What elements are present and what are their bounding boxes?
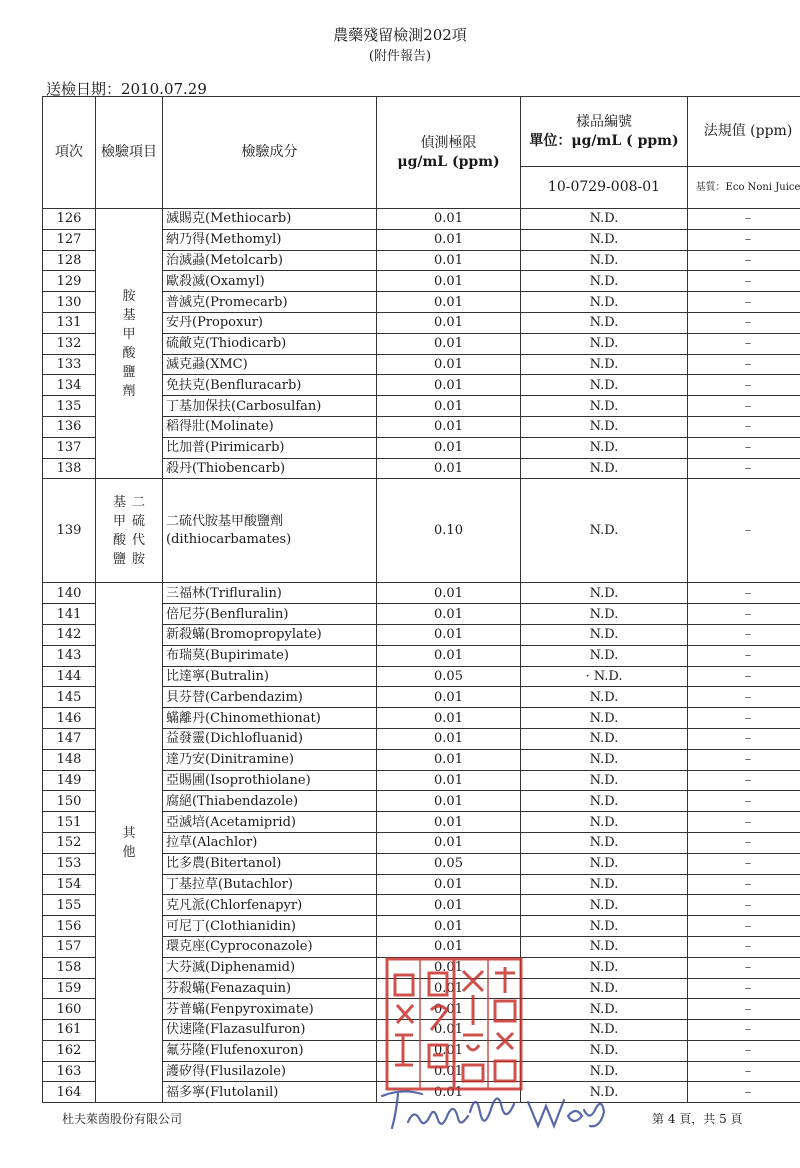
table-row [43, 583, 800, 604]
detection-limit: 0.01 [377, 832, 521, 853]
category-dithiocarbamate [96, 479, 163, 583]
regulation-value: – [688, 749, 800, 770]
category-char: 酸 [122, 345, 136, 361]
detection-limit: 0.01 [377, 312, 521, 333]
detection-limit: 0.01 [377, 416, 521, 437]
item-no: 153 [43, 853, 96, 874]
regulation-value: – [688, 874, 800, 895]
header-regulation: 法規值 (ppm) [688, 97, 800, 167]
document-subtitle: (附件報告) [368, 49, 432, 64]
component-name: 三福林(Trifluralin) [163, 583, 377, 604]
result-value: N.D. [521, 458, 688, 479]
result-value: N.D. [521, 250, 688, 271]
component-name: 滅賜克(Methiocarb) [163, 209, 377, 230]
result-value: N.D. [521, 437, 688, 458]
regulation-value: – [688, 292, 800, 313]
detection-limit: 0.01 [377, 708, 521, 729]
result-value: N.D. [521, 333, 688, 354]
regulation-value: – [688, 458, 800, 479]
component-name: 免扶克(Benfluracarb) [163, 375, 377, 396]
category-char: 劑 [122, 383, 136, 399]
detection-limit: 0.01 [377, 916, 521, 937]
regulation-value: – [688, 1040, 800, 1061]
detection-limit: 0.01 [377, 229, 521, 250]
component-name: 治滅蝨(Metolcarb) [163, 250, 377, 271]
component-name: 福多寧(Flutolanil) [163, 1082, 377, 1103]
detection-limit: 0.01 [377, 292, 521, 313]
detection-limit: 0.01 [377, 458, 521, 479]
regulation-value: – [688, 229, 800, 250]
detection-limit: 0.01 [377, 583, 521, 604]
item-no: 140 [43, 583, 96, 604]
detection-limit: 0.01 [377, 770, 521, 791]
result-value: N.D. [521, 312, 688, 333]
component-name: 比達寧(Butralin) [163, 666, 377, 687]
component-name: 比加普(Pirimicarb) [163, 437, 377, 458]
detection-limit: 0.01 [377, 645, 521, 666]
table-row [43, 209, 800, 230]
detection-limit: 0.01 [377, 791, 521, 812]
item-no: 151 [43, 812, 96, 833]
regulation-value: – [688, 354, 800, 375]
result-value: N.D. [521, 479, 688, 583]
component-name: 歐殺滅(Oxamyl) [163, 271, 377, 292]
detection-limit: 0.01 [377, 209, 521, 230]
regulation-value: – [688, 583, 800, 604]
item-no: 126 [43, 209, 96, 230]
category-char: 酸 [112, 532, 126, 548]
send-date: 送檢日期：2010.07.29 [46, 80, 207, 98]
item-no: 164 [43, 1082, 96, 1103]
table-row [43, 479, 800, 583]
header-sample-no [521, 97, 688, 167]
regulation-value: – [688, 791, 800, 812]
regulation-value: – [688, 416, 800, 437]
item-no: 158 [43, 957, 96, 978]
component-name: 稻得壯(Molinate) [163, 416, 377, 437]
regulation-value: – [688, 687, 800, 708]
item-no: 159 [43, 978, 96, 999]
regulation-value: – [688, 853, 800, 874]
regulation-value: – [688, 812, 800, 833]
sample-id: 10-0729-008-01 [521, 167, 688, 209]
item-no: 155 [43, 895, 96, 916]
result-value: N.D. [521, 770, 688, 791]
item-no: 149 [43, 770, 96, 791]
item-no: 161 [43, 1020, 96, 1041]
result-value: N.D. [521, 957, 688, 978]
detection-limit: 0.01 [377, 1061, 521, 1082]
regulation-value: – [688, 1082, 800, 1103]
result-value: N.D. [521, 1061, 688, 1082]
result-value: N.D. [521, 853, 688, 874]
footer-page-number: 第 4 頁，共 5 頁 [652, 1112, 743, 1126]
component-name: 倍尼芬(Benfluralin) [163, 604, 377, 625]
component-name: 丁基加保扶(Carbosulfan) [163, 396, 377, 417]
component-name: 納乃得(Methomyl) [163, 229, 377, 250]
detection-limit: 0.01 [377, 895, 521, 916]
component-name: 芬普蟎(Fenpyroximate) [163, 999, 377, 1020]
result-value: N.D. [521, 1082, 688, 1103]
sample-no-unit: 單位：μg/mL ( ppm) [529, 132, 679, 149]
detection-limit: 0.10 [377, 479, 521, 583]
category-char: 甲 [112, 513, 126, 529]
item-no: 136 [43, 416, 96, 437]
regulation-value: – [688, 895, 800, 916]
regulation-value: – [688, 708, 800, 729]
header-detection-limit [377, 97, 521, 209]
component-name: 殺丹(Thiobencarb) [163, 458, 377, 479]
item-no: 154 [43, 874, 96, 895]
detection-limit: 0.01 [377, 333, 521, 354]
detection-limit: 0.01 [377, 936, 521, 957]
item-no: 145 [43, 687, 96, 708]
item-no: 137 [43, 437, 96, 458]
regulation-value: – [688, 1061, 800, 1082]
component-name: 亞賜圃(Isoprothiolane) [163, 770, 377, 791]
item-no: 141 [43, 604, 96, 625]
header-item-no: 項次 [43, 97, 96, 209]
detection-limit: 0.01 [377, 812, 521, 833]
header-category: 檢驗項目 [96, 97, 163, 209]
item-no: 150 [43, 791, 96, 812]
component-name: 丁基拉草(Butachlor) [163, 874, 377, 895]
regulation-value: – [688, 209, 800, 230]
component-name: 普滅克(Promecarb) [163, 292, 377, 313]
item-no: 156 [43, 916, 96, 937]
regulation-value: – [688, 271, 800, 292]
component-name: 布瑞莫(Bupirimate) [163, 645, 377, 666]
item-no: 147 [43, 728, 96, 749]
regulation-value: – [688, 312, 800, 333]
item-no: 163 [43, 1061, 96, 1082]
detection-limit: 0.01 [377, 749, 521, 770]
result-value: N.D. [521, 874, 688, 895]
result-value: N.D. [521, 916, 688, 937]
result-value: N.D. [521, 271, 688, 292]
category-char: 胺 [132, 551, 146, 567]
detection-limit-label: 偵測極限 [420, 134, 477, 151]
regulation-value: – [688, 999, 800, 1020]
regulation-value: – [688, 978, 800, 999]
item-no: 160 [43, 999, 96, 1020]
component-name: 氟芬隆(Flufenoxuron) [163, 1040, 377, 1061]
item-no: 134 [43, 375, 96, 396]
category-char: 他 [122, 844, 136, 860]
component-name: 新殺蟎(Bromopropylate) [163, 624, 377, 645]
component-name: 芬殺蟎(Fenazaquin) [163, 978, 377, 999]
component-name-zh: 二硫代胺基甲酸鹽劑 [166, 513, 284, 529]
detection-limit: 0.01 [377, 375, 521, 396]
result-value: N.D. [521, 895, 688, 916]
category-carbamate [96, 209, 163, 479]
detection-limit: 0.01 [377, 604, 521, 625]
result-value: N.D. [521, 229, 688, 250]
component-name: 護矽得(Flusilazole) [163, 1061, 377, 1082]
regulation-value: – [688, 645, 800, 666]
category-column [132, 493, 145, 569]
result-value: N.D. [521, 791, 688, 812]
matrix-label: 基質：Eco Noni Juice [688, 167, 800, 209]
detection-limit: 0.01 [377, 978, 521, 999]
result-value: N.D. [521, 416, 688, 437]
detection-limit: 0.01 [377, 728, 521, 749]
component-name: 硫敵克(Thiodicarb) [163, 333, 377, 354]
regulation-value: – [688, 250, 800, 271]
item-no: 139 [43, 479, 96, 583]
result-value: N.D. [521, 936, 688, 957]
component-name: 益發靈(Dichlofluanid) [163, 728, 377, 749]
component-name: 安丹(Propoxur) [163, 312, 377, 333]
detection-limit: 0.01 [377, 957, 521, 978]
result-value: N.D. [521, 749, 688, 770]
component-name: 大芬滅(Diphenamid) [163, 957, 377, 978]
regulation-value: – [688, 666, 800, 687]
item-no: 144 [43, 666, 96, 687]
regulation-value: – [688, 936, 800, 957]
item-no: 157 [43, 936, 96, 957]
category-char: 基 [112, 494, 126, 510]
component-name: 腐絕(Thiabendazole) [163, 791, 377, 812]
regulation-value: – [688, 624, 800, 645]
detection-limit: 0.01 [377, 1020, 521, 1041]
detection-limit: 0.01 [377, 999, 521, 1020]
regulation-value: – [688, 916, 800, 937]
item-no: 132 [43, 333, 96, 354]
company-seal-stamp [383, 955, 525, 1093]
result-value: N.D. [521, 583, 688, 604]
result-value: N.D. [521, 1040, 688, 1061]
result-value: N.D. [521, 999, 688, 1020]
result-value: N.D. [521, 708, 688, 729]
result-value: N.D. [521, 978, 688, 999]
category-column [113, 493, 126, 569]
regulation-value: – [688, 396, 800, 417]
result-value: N.D. [521, 812, 688, 833]
result-value: N.D. [521, 354, 688, 375]
result-value: N.D. [521, 1020, 688, 1041]
result-value: N.D. [521, 728, 688, 749]
detection-limit: 0.01 [377, 250, 521, 271]
result-value: · N.D. [521, 666, 688, 687]
results-table [42, 96, 800, 1103]
detection-limit: 0.01 [377, 396, 521, 417]
detection-limit: 0.05 [377, 853, 521, 874]
category-char: 鹽 [122, 364, 136, 380]
sample-no-label: 樣品編號 [576, 113, 632, 130]
item-no: 148 [43, 749, 96, 770]
regulation-value: – [688, 437, 800, 458]
component-name-en: (dithiocarbamates) [166, 531, 292, 547]
component-name: 環克座(Cyproconazole) [163, 936, 377, 957]
item-no: 162 [43, 1040, 96, 1061]
detection-limit: 0.01 [377, 1040, 521, 1061]
component-name: 貝芬替(Carbendazim) [163, 687, 377, 708]
component-name: 克凡派(Chlorfenapyr) [163, 895, 377, 916]
result-value: N.D. [521, 624, 688, 645]
category-char: 胺 [122, 288, 136, 304]
item-no: 133 [43, 354, 96, 375]
detection-limit: 0.01 [377, 354, 521, 375]
document-title: 農藥殘留檢測202項 [333, 26, 467, 44]
regulation-value: – [688, 479, 800, 583]
item-no: 146 [43, 708, 96, 729]
regulation-value: – [688, 1020, 800, 1041]
category-char: 其 [122, 825, 136, 841]
component-name: 可尼丁(Clothianidin) [163, 916, 377, 937]
item-no: 131 [43, 312, 96, 333]
detection-limit: 0.01 [377, 271, 521, 292]
component-name: 滅克蝨(XMC) [163, 354, 377, 375]
item-no: 142 [43, 624, 96, 645]
regulation-value: – [688, 604, 800, 625]
result-value: N.D. [521, 645, 688, 666]
component-name: 亞滅培(Acetamiprid) [163, 812, 377, 833]
result-value: N.D. [521, 687, 688, 708]
category-char: 硫 [132, 513, 146, 529]
result-value: N.D. [521, 375, 688, 396]
item-no: 143 [43, 645, 96, 666]
header-component: 檢驗成分 [163, 97, 377, 209]
category-char: 甲 [122, 326, 136, 342]
component-name: 伏速隆(Flazasulfuron) [163, 1020, 377, 1041]
regulation-value: – [688, 770, 800, 791]
handwritten-signature [378, 1082, 618, 1142]
item-no: 129 [43, 271, 96, 292]
result-value: N.D. [521, 396, 688, 417]
category-other [96, 583, 163, 1103]
item-no: 135 [43, 396, 96, 417]
item-no: 130 [43, 292, 96, 313]
detection-limit: 0.01 [377, 437, 521, 458]
result-value: N.D. [521, 292, 688, 313]
category-char: 二 [132, 494, 146, 510]
category-char: 基 [122, 307, 136, 323]
item-no: 138 [43, 458, 96, 479]
item-no: 127 [43, 229, 96, 250]
regulation-value: – [688, 957, 800, 978]
detection-limit: 0.01 [377, 624, 521, 645]
regulation-value: – [688, 375, 800, 396]
result-value: N.D. [521, 832, 688, 853]
result-value: N.D. [521, 209, 688, 230]
footer-company: 杜夫萊茵股份有限公司 [62, 1112, 183, 1126]
component-name: 比多農(Bitertanol) [163, 853, 377, 874]
detection-limit: 0.01 [377, 874, 521, 895]
regulation-value: – [688, 728, 800, 749]
regulation-value: – [688, 832, 800, 853]
regulation-value: – [688, 333, 800, 354]
component-name: 蟎離丹(Chinomethionat) [163, 708, 377, 729]
result-value: N.D. [521, 604, 688, 625]
detection-limit-unit: μg/mL (ppm) [397, 153, 500, 170]
item-no: 128 [43, 250, 96, 271]
detection-limit: 0.01 [377, 687, 521, 708]
component-name: 達乃安(Dinitramine) [163, 749, 377, 770]
category-char: 代 [132, 532, 146, 548]
component-name: 拉草(Alachlor) [163, 832, 377, 853]
category-char: 鹽 [112, 551, 126, 567]
component-name [163, 479, 377, 583]
detection-limit: 0.01 [377, 1082, 521, 1103]
detection-limit: 0.05 [377, 666, 521, 687]
item-no: 152 [43, 832, 96, 853]
